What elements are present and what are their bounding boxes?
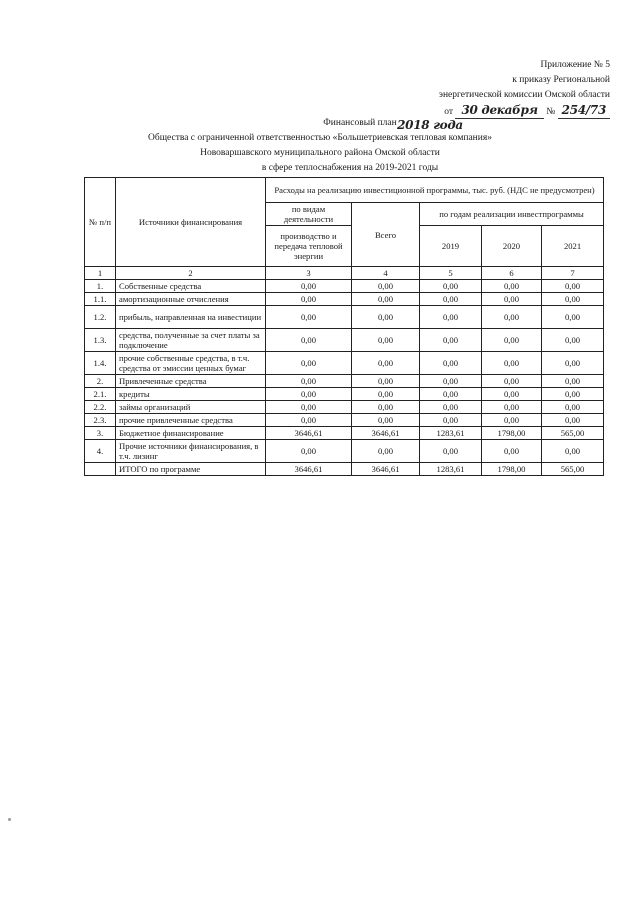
row-value: 565,00: [542, 427, 604, 440]
row-value: 0,00: [352, 440, 420, 463]
row-source-name: амортизационные отчисления: [116, 293, 266, 306]
row-number: 2.3.: [85, 414, 116, 427]
column-number-row: [85, 267, 604, 280]
row-value: 0,00: [482, 401, 542, 414]
row-value: 0,00: [266, 375, 352, 388]
row-value: 0,00: [266, 293, 352, 306]
row-value: 0,00: [266, 280, 352, 293]
table-row: [85, 440, 604, 463]
row-value: 0,00: [482, 329, 542, 352]
row-value: 0,00: [420, 440, 482, 463]
row-number: 2.1.: [85, 388, 116, 401]
table-row: [85, 401, 604, 414]
row-source-name: прочие собственные средства, в т.ч. средства от эмиссии ценных бумаг: [116, 352, 266, 375]
header-source: Источники финансирования: [116, 178, 266, 267]
row-value: 0,00: [266, 388, 352, 401]
row-value: 3646,61: [352, 463, 420, 476]
document-title: Финансовый план: [323, 118, 397, 128]
row-value: 0,00: [542, 329, 604, 352]
appendix-number: Приложение № 5: [540, 60, 610, 70]
row-value: 3646,61: [266, 463, 352, 476]
col-number: 5: [420, 267, 482, 280]
row-value: 0,00: [542, 388, 604, 401]
row-number: 2.2.: [85, 401, 116, 414]
col-number: 4: [352, 267, 420, 280]
row-source-name: займы организаций: [116, 401, 266, 414]
row-value: 1798,00: [482, 463, 542, 476]
row-value: 0,00: [352, 352, 420, 375]
row-source-name: ИТОГО по программе: [116, 463, 266, 476]
row-source-name: Собственные средства: [116, 280, 266, 293]
header-production: производство и передача тепловой энергии: [266, 226, 352, 267]
table-row: [85, 329, 604, 352]
row-value: 0,00: [266, 414, 352, 427]
row-source-name: прочие привлеченные средства: [116, 414, 266, 427]
row-number: 1.3.: [85, 329, 116, 352]
row-value: 0,00: [542, 352, 604, 375]
row-number: 1.4.: [85, 352, 116, 375]
col-number: 7: [542, 267, 604, 280]
row-value: 0,00: [542, 280, 604, 293]
handwritten-date: 30 декабря: [455, 103, 543, 119]
row-value: 0,00: [482, 293, 542, 306]
row-number: 1.1.: [85, 293, 116, 306]
table-row: [85, 306, 604, 329]
row-source-name: Прочие источники финансирования, в т.ч. лизинг: [116, 440, 266, 463]
margin-mark: [8, 818, 11, 821]
table-row: [85, 388, 604, 401]
row-value: 0,00: [266, 329, 352, 352]
row-value: 3646,61: [266, 427, 352, 440]
period-subtitle: в сфере теплоснабжения на 2019-2021 годы: [261, 163, 439, 173]
header-num: № п/п: [85, 178, 116, 267]
row-number: 2.: [85, 375, 116, 388]
row-value: 0,00: [482, 352, 542, 375]
row-number: 1.: [85, 280, 116, 293]
row-value: 0,00: [352, 329, 420, 352]
financial-plan-table: [84, 177, 604, 476]
row-value: 0,00: [266, 306, 352, 329]
row-value: 0,00: [420, 388, 482, 401]
row-source-name: Бюджетное финансирование: [116, 427, 266, 440]
district-name: Нововаршавского муниципального района Омской области: [200, 148, 440, 158]
company-name: Общества с ограниченной ответственностью «Большетриевская тепловая компания»: [148, 133, 492, 143]
table-row: [85, 414, 604, 427]
row-value: 0,00: [420, 375, 482, 388]
row-value: 0,00: [482, 280, 542, 293]
row-value: 1798,00: [482, 427, 542, 440]
col-number: 3: [266, 267, 352, 280]
row-source-name: кредиты: [116, 388, 266, 401]
row-value: 0,00: [352, 306, 420, 329]
number-label: №: [546, 107, 556, 117]
row-value: 0,00: [420, 293, 482, 306]
row-value: 0,00: [482, 306, 542, 329]
row-value: 0,00: [542, 293, 604, 306]
document-title-block: [0, 116, 640, 176]
row-value: 0,00: [420, 306, 482, 329]
table-row: [85, 352, 604, 375]
row-value: 0,00: [352, 293, 420, 306]
row-value: 0,00: [266, 440, 352, 463]
row-value: 0,00: [420, 352, 482, 375]
row-value: 0,00: [482, 440, 542, 463]
row-value: 0,00: [482, 388, 542, 401]
table-row: [85, 375, 604, 388]
row-source-name: прибыль, направленная на инвестиции: [116, 306, 266, 329]
col-number: 1: [85, 267, 116, 280]
row-value: 0,00: [352, 280, 420, 293]
handwritten-year: 2018 года: [397, 118, 463, 132]
table-row: [85, 463, 604, 476]
row-value: 0,00: [482, 414, 542, 427]
row-value: 0,00: [420, 280, 482, 293]
row-source-name: Привлеченные средства: [116, 375, 266, 388]
row-number: [85, 463, 116, 476]
header-year-2020: 2020: [482, 226, 542, 267]
row-value: 0,00: [420, 414, 482, 427]
handwritten-order-number: 254/73: [558, 103, 610, 119]
table-row: [85, 427, 604, 440]
header-year-2019: 2019: [420, 226, 482, 267]
row-number: 3.: [85, 427, 116, 440]
row-value: 0,00: [266, 401, 352, 414]
row-value: 0,00: [352, 388, 420, 401]
row-source-name: средства, полученные за счет платы за подключение: [116, 329, 266, 352]
row-value: 0,00: [542, 401, 604, 414]
table-row: [85, 280, 604, 293]
row-value: 565,00: [542, 463, 604, 476]
row-value: 3646,61: [352, 427, 420, 440]
row-number: 4.: [85, 440, 116, 463]
row-value: 0,00: [542, 306, 604, 329]
row-value: 0,00: [266, 352, 352, 375]
row-number: 1.2.: [85, 306, 116, 329]
row-value: 0,00: [542, 375, 604, 388]
row-value: 1283,61: [420, 463, 482, 476]
header-year-2021: 2021: [542, 226, 604, 267]
row-value: 1283,61: [420, 427, 482, 440]
row-value: 0,00: [352, 401, 420, 414]
header-total: Всего: [352, 203, 420, 267]
header-expenses: Расходы на реализацию инвестиционной программы, тыс. руб. (НДС не предусмотрен): [266, 178, 604, 203]
header-by-years: по годам реализации инвестпрограммы: [420, 203, 604, 226]
row-value: 0,00: [542, 414, 604, 427]
row-value: 0,00: [352, 414, 420, 427]
col-number: 2: [116, 267, 266, 280]
row-value: 0,00: [352, 375, 420, 388]
header-by-type: по видам деятельности: [266, 203, 352, 226]
row-value: 0,00: [542, 440, 604, 463]
row-value: 0,00: [420, 401, 482, 414]
appendix-commission: энергетической комиссии Омской области: [438, 90, 610, 100]
from-label: от: [444, 107, 454, 117]
appendix-order-ref: к приказу Региональной: [512, 75, 610, 85]
col-number: 6: [482, 267, 542, 280]
row-value: 0,00: [482, 375, 542, 388]
table-row: [85, 293, 604, 306]
row-value: 0,00: [420, 329, 482, 352]
